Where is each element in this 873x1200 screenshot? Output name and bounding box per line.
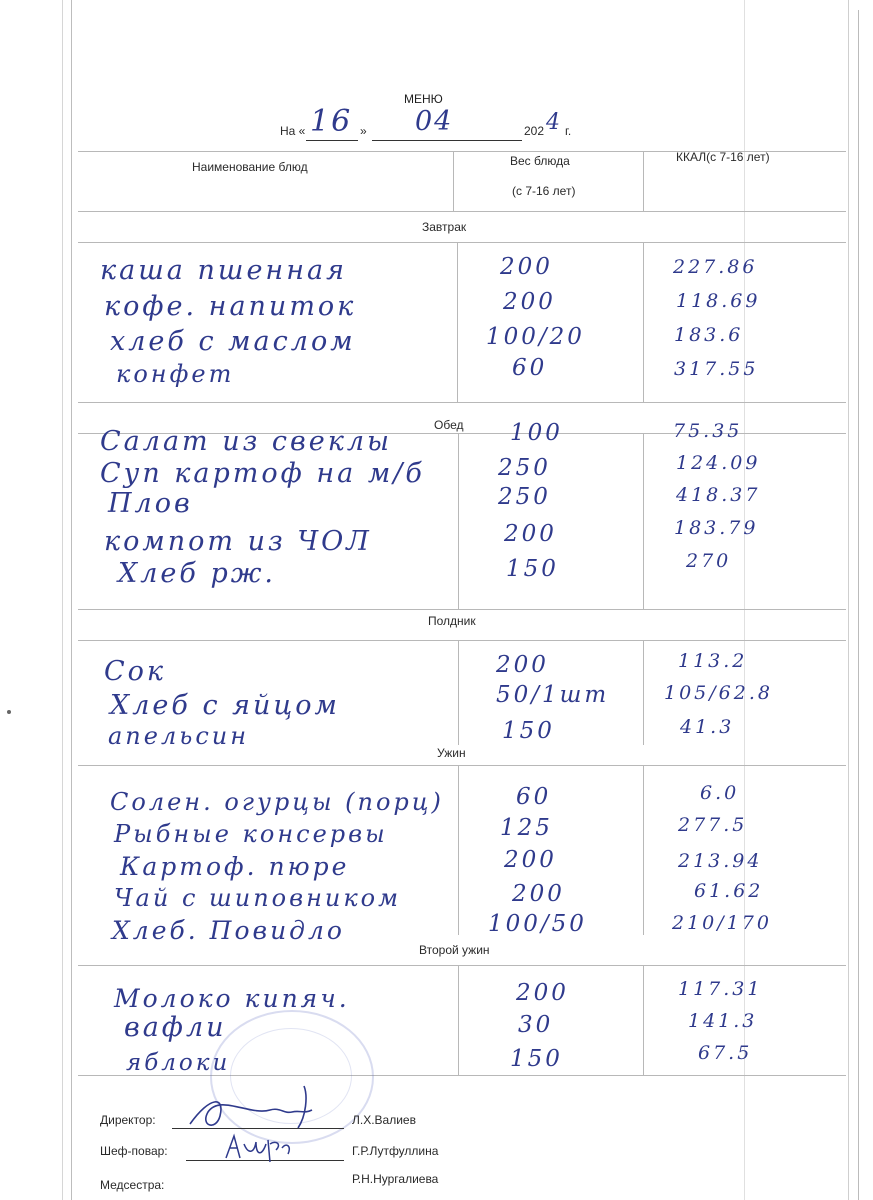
rule <box>78 242 846 243</box>
chef-signature <box>220 1130 300 1164</box>
dish-kcal: 277.5 <box>678 814 748 836</box>
col-divider-2 <box>643 242 644 402</box>
date-quote-close: » <box>360 124 367 138</box>
dish-name: кофе. напиток <box>104 291 357 322</box>
section-breakfast: Завтрак <box>422 220 467 234</box>
dish-kcal: 67.5 <box>698 1042 753 1064</box>
dish-weight: 100 <box>510 420 563 446</box>
col-divider-1 <box>458 433 459 609</box>
dish-name: Солен. огурцы (порц) <box>110 788 444 816</box>
dish-weight: 250 <box>498 484 551 510</box>
dish-kcal: 118.69 <box>676 290 761 312</box>
menu-title: МЕНЮ <box>404 92 443 106</box>
rule <box>78 402 846 403</box>
dish-kcal: 227.86 <box>673 256 758 278</box>
dish-weight: 200 <box>496 652 549 678</box>
dish-kcal: 141.3 <box>688 1010 758 1032</box>
dish-weight: 50/1шт <box>496 682 610 708</box>
rule <box>78 609 846 610</box>
dish-kcal: 113.2 <box>678 650 748 672</box>
dish-kcal: 183.6 <box>674 324 744 346</box>
dish-weight: 125 <box>500 815 553 841</box>
dish-name: апельсин <box>108 722 250 750</box>
dish-weight: 200 <box>516 980 569 1006</box>
dish-name: Хлеб с яйцом <box>110 690 340 721</box>
dish-weight: 100/50 <box>488 911 587 937</box>
col-divider-2 <box>643 965 644 1075</box>
col-header-weight: Вес блюда <box>510 154 570 168</box>
scan-speck <box>7 710 11 714</box>
chef-label: Шеф-повар: <box>100 1144 168 1158</box>
dish-name: Сок <box>104 656 167 687</box>
col-divider-2 <box>643 765 644 935</box>
scan-edge-right-outer <box>858 10 859 1200</box>
date-year-suffix: г. <box>565 124 572 138</box>
dish-kcal: 75.35 <box>673 420 743 442</box>
dish-name: вафли <box>124 1012 227 1043</box>
dish-weight: 250 <box>498 455 551 481</box>
nurse-name: Р.Н.Нургалиева <box>352 1172 439 1186</box>
dish-kcal: 418.37 <box>676 484 761 506</box>
chef-name: Г.Р.Лутфуллина <box>352 1144 439 1158</box>
dish-weight: 150 <box>502 718 555 744</box>
month-underline <box>372 140 522 141</box>
date-month: 04 <box>415 106 454 137</box>
dish-name: яблоки <box>126 1050 231 1076</box>
dish-weight: 60 <box>512 355 548 381</box>
dish-kcal: 210/170 <box>672 912 772 934</box>
date-year-printed: 202 <box>524 124 545 138</box>
col-divider-1 <box>458 965 459 1075</box>
director-signature <box>180 1076 340 1136</box>
col-header-kcal: ККАЛ(с 7-16 лет) <box>676 150 770 164</box>
dish-kcal: 183.79 <box>674 517 759 539</box>
col-divider-2 <box>643 151 644 211</box>
dish-kcal: 124.09 <box>676 452 761 474</box>
dish-weight: 200 <box>500 254 553 280</box>
dish-weight: 200 <box>504 847 557 873</box>
dish-name: Чай с шиповником <box>114 884 402 912</box>
dish-name: конфет <box>116 360 235 388</box>
rule <box>78 965 846 966</box>
dish-kcal: 213.94 <box>678 850 763 872</box>
col-divider-1 <box>458 765 459 935</box>
section-snack: Полдник <box>428 614 476 628</box>
date-day: 16 <box>310 104 353 139</box>
section-second-dinner: Второй ужин <box>419 943 490 957</box>
dish-weight: 30 <box>518 1012 554 1038</box>
col-header-weight-age: (с 7-16 лет) <box>512 184 576 198</box>
dish-weight: 150 <box>506 556 559 582</box>
day-underline <box>306 140 358 141</box>
col-header-name: Наименование блюд <box>192 160 308 174</box>
section-lunch: Обед <box>434 418 464 432</box>
dish-kcal: 41.3 <box>680 716 735 738</box>
dish-kcal: 270 <box>686 550 732 572</box>
rule <box>78 211 846 212</box>
dish-weight: 150 <box>510 1046 563 1072</box>
date-prefix: На « <box>280 124 306 138</box>
dish-name: Хлеб рж. <box>118 558 277 589</box>
col-divider-2 <box>643 433 644 609</box>
director-label: Директор: <box>100 1113 156 1127</box>
dish-name: Картоф. пюре <box>120 852 350 881</box>
director-name: Л.Х.Валиев <box>352 1113 416 1127</box>
dish-name: Молоко кипяч. <box>114 984 350 1013</box>
dish-kcal: 61.62 <box>694 880 764 902</box>
dish-name: Хлеб. Повидло <box>112 916 345 945</box>
dish-weight: 100/20 <box>486 324 585 350</box>
rule <box>78 640 846 641</box>
dish-weight: 200 <box>504 521 557 547</box>
dish-name: каша пшенная <box>100 255 347 286</box>
col-divider-1 <box>453 151 454 211</box>
nurse-label: Медсестра: <box>100 1178 165 1192</box>
dish-name: Плов <box>108 488 193 519</box>
date-year-written: 4 <box>546 110 560 135</box>
dish-name: Суп картоф на м/б <box>100 458 425 489</box>
col-divider-1 <box>457 242 458 402</box>
dish-kcal: 6.0 <box>700 782 740 804</box>
dish-name: компот из ЧОЛ <box>104 526 372 557</box>
dish-weight: 200 <box>512 881 565 907</box>
scan-edge-left-inner <box>71 0 72 1200</box>
scan-edge-right <box>848 0 849 1200</box>
dish-name: Салат из свеклы <box>100 426 393 457</box>
section-dinner: Ужин <box>437 746 466 760</box>
col-divider-1 <box>458 640 459 745</box>
dish-weight: 200 <box>503 289 556 315</box>
dish-kcal: 317.55 <box>674 358 759 380</box>
rule <box>78 765 846 766</box>
dish-kcal: 105/62.8 <box>664 682 773 704</box>
col-divider-2 <box>643 640 644 745</box>
dish-name: хлеб с маслом <box>110 326 356 357</box>
scan-edge-left <box>62 0 63 1200</box>
dish-weight: 60 <box>516 784 552 810</box>
dish-kcal: 117.31 <box>678 978 763 1000</box>
dish-name: Рыбные консервы <box>114 820 388 848</box>
